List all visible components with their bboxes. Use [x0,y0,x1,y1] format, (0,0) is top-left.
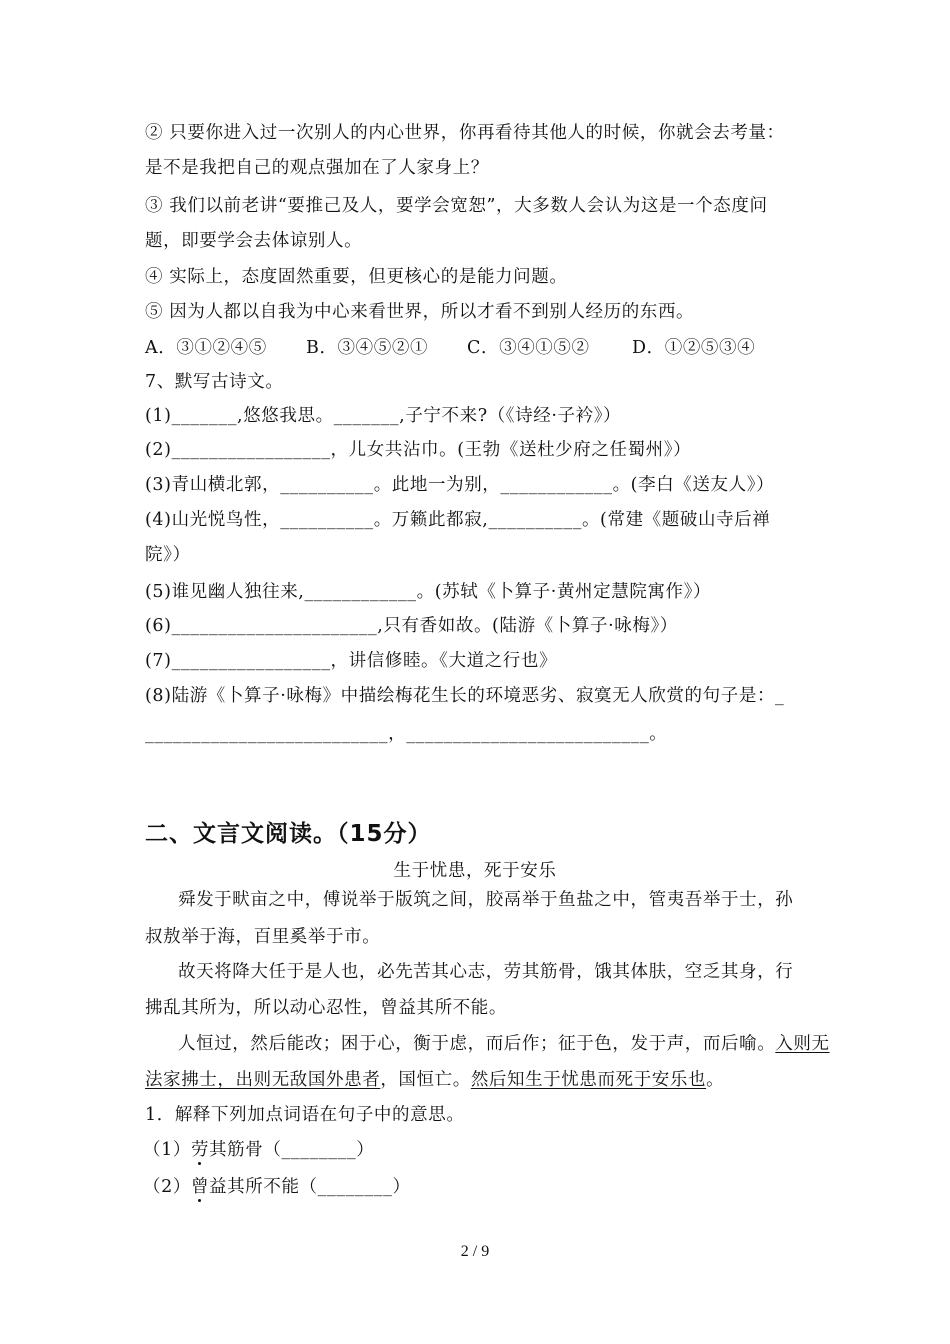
underlined-sentence: 然后知生于忧患而死于安乐也 [470,1070,707,1090]
choice-d: D．①②⑤③④ [632,338,756,358]
item-number: （2） [143,1177,191,1197]
question-7-item-4-line1: (4)山光悦鸟性，__________。万籁此都寂,__________。(常建《题破山寺后禅 [145,510,771,530]
dotted-character: 曾 [190,1177,210,1197]
option-sentence-2-line2: 是不是我把自己的观点强加在了人家身上？ [145,158,489,178]
dotted-character: 劳 [190,1140,210,1160]
passage-para-1-line1: 舜发于畎亩之中，傅说举于版筑之间，胶鬲举于鱼盐之中，管夷吾举于士，孙 [178,890,794,910]
choice-a: A．③①②④⑤ [145,338,267,358]
option-sentence-3-line1: ③ 我们以前老讲“要推己及人，要学会宽恕”，大多数人会认为这是一个态度问 [145,196,768,216]
question-7-item-1: (1)_______,悠悠我思。_______,子宁不来?（《诗经·子衿》） [145,406,622,426]
page-number: 2 / 9 [460,1243,490,1260]
passage-para-3-line2 [145,1068,724,1092]
passage-text: 。 [706,1070,725,1090]
question-7-item-8-line1: (8)陆游《卜算子·咏梅》中描绘梅花生长的环境恶劣、寂寞无人欣赏的句子是：_ [145,686,785,706]
section-heading: 二、文言文阅读。（15分） [145,821,432,847]
choice-b: B．③④⑤②① [306,338,429,358]
question-1-item-2 [143,1175,411,1199]
question-7-item-8-line2: __________________________，__________________________。 [145,724,668,744]
option-sentence-3-line2: 题，即要学会去体谅别人。 [145,231,363,251]
question-7-item-4-line2: 院》） [145,545,191,565]
passage-para-3-line1 [178,1032,830,1056]
option-sentence-2-line1: ② 只要你进入过一次别人的内心世界，你再看待其他人的时候，你就会去考量： [145,123,785,143]
question-7-item-3: (3)青山横北郭，__________。此地一为别，____________。(李白《送友人》） [145,475,775,495]
item-text: 其筋骨（________） [209,1140,375,1160]
question-7-item-6: (6)______________________,只有香如故。(陆游《卜算子·咏梅》） [145,616,678,636]
item-number: （1） [143,1140,191,1160]
question-7-item-5: (5)谁见幽人独往来,____________。(苏轼《卜算子·黄州定慧院寓作》） [145,582,712,602]
passage-text: 人恒过，然后能改；困于心，衡于虑，而后作；征于色，发于声，而后喻。 [178,1034,776,1054]
option-sentence-5: ⑤ 因为人都以自我为中心来看世界，所以才看不到别人经历的东西。 [145,302,695,322]
underlined-sentence: 入则无 [775,1034,830,1054]
passage-text: ，国恒亡。 [380,1070,471,1090]
question-1-item-1 [143,1138,374,1162]
passage-para-2-line2: 拂乱其所为，所以动心忍性，曾益其所不能。 [145,998,507,1018]
question-7-item-7: (7)_________________，讲信修睦。《大道之行也》 [145,651,558,671]
passage-para-2-line1: 故天将降大任于是人也，必先苦其心志，劳其筋骨，饿其体肤，空乏其身，行 [178,962,794,982]
question-7-item-2: (2)_________________，儿女共沾巾。(王勃《送杜少府之任蜀州》） [145,440,692,460]
underlined-sentence: 法家拂士，出则无敌国外患者 [145,1070,381,1090]
passage-title: 生于忧患，死于安乐 [393,861,557,881]
question-7-title: 7、默写古诗文。 [145,372,284,392]
option-sentence-4: ④ 实际上，态度固然重要，但更核心的是能力问题。 [145,267,568,287]
choice-c: C．③④①⑤② [467,338,590,358]
question-1-title: 1．解释下列加点词语在句子中的意思。 [145,1105,465,1125]
item-text: 益其所不能（________） [209,1177,411,1197]
passage-para-1-line2: 叔敖举于海，百里奚举于市。 [145,927,381,947]
